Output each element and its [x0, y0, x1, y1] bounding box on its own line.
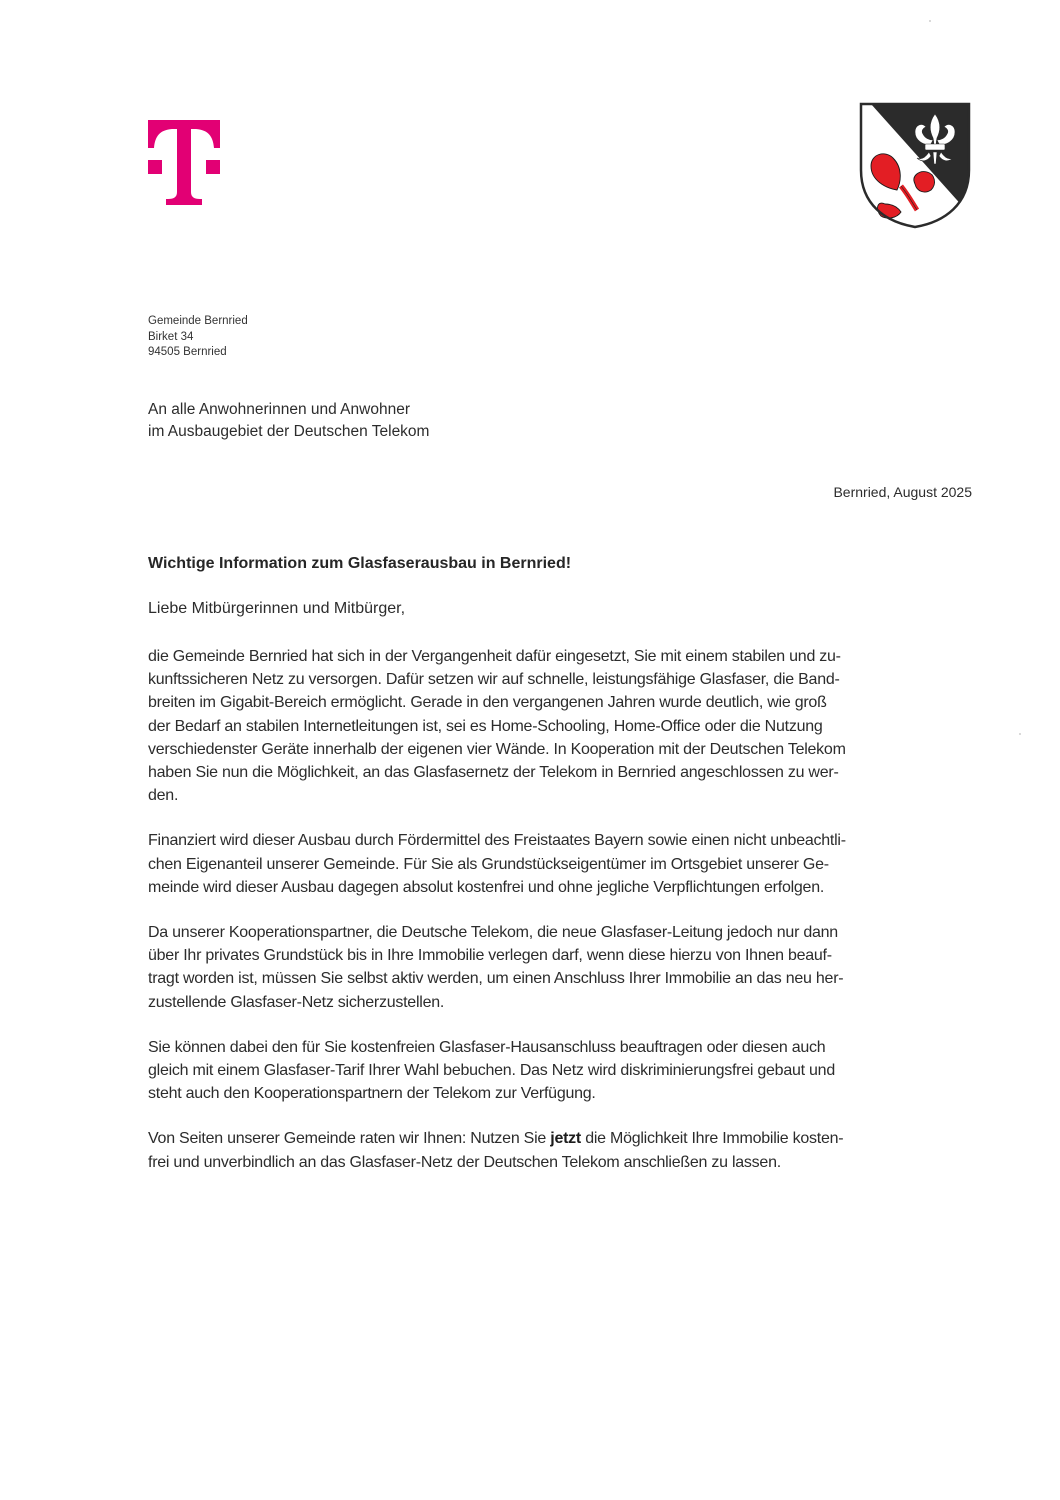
- emphasis-jetzt: jetzt: [550, 1130, 581, 1148]
- paragraph-line: steht auch den Kooperationspartnern der Telekom zur Verfügung.: [148, 1085, 596, 1103]
- paragraph-line: die Gemeinde Bernried hat sich in der Vergangenheit dafür eingesetzt, Sie mit einem stabilen und zu-: [148, 648, 841, 665]
- paragraph-line: gleich mit einem Glasfaser-Tarif Ihrer Wahl bebuchen. Das Netz wird diskriminierungsfrei gebaut und: [148, 1062, 835, 1080]
- recipient-line-1: An alle Anwohnerinnen und Anwohner: [148, 401, 410, 418]
- sender-city: 94505 Bernried: [148, 346, 227, 358]
- paragraph-line: haben Sie nun die Möglichkeit, an das Glasfasernetz der Telekom in Bernried angeschlossen zu wer-: [148, 764, 839, 782]
- paragraph-line: frei und unverbindlich an das Glasfaser-Netz der Deutschen Telekom anschließen zu lassen.: [148, 1153, 781, 1171]
- letter-salutation: Liebe Mitbürgerinnen und Mitbürger,: [148, 600, 406, 617]
- paragraph: [148, 829, 978, 899]
- text-segment: die Möglichkeit Ihre Immobilie kosten-: [581, 1130, 844, 1148]
- sender-address: [148, 314, 248, 361]
- paragraph-line: breiten im Gigabit-Bereich ermöglicht. Gerade in den vergangenen Jahren wurde deutlich, wie groß: [148, 694, 827, 712]
- paragraph-line: der Bedarf an stabilen Internetleitungen ist, sei es Home-Schooling, Home-Office oder die Nutzung: [148, 717, 823, 735]
- scan-speck: [929, 20, 931, 22]
- telekom-t-logo-icon: [146, 118, 222, 206]
- paragraph-line: Finanziert wird dieser Ausbau durch Fördermittel des Freistaates Bayern sowie einen nicht unbeachtli-: [148, 832, 846, 850]
- paragraph: [148, 1127, 978, 1173]
- text-segment: Von Seiten unserer Gemeinde raten wir Ihnen: Nutzen Sie: [148, 1130, 551, 1148]
- paragraph-line: verschiedenster Geräte innerhalb der eigenen vier Wände. In Kooperation mit der Deutschen Telekom: [148, 740, 846, 758]
- paragraph: [148, 645, 978, 807]
- recipient-address: [148, 399, 429, 443]
- paragraph-line: zustellende Glasfaser-Netz sicherzustellen.: [148, 993, 445, 1011]
- bernried-coat-of-arms-icon: [857, 100, 973, 230]
- paragraph-line: den.: [148, 787, 179, 805]
- scan-speck: [1019, 733, 1021, 735]
- paragraph-line: Sie können dabei den für Sie kostenfreien Glasfaser-Hausanschluss beauftragen oder diesen auch: [148, 1038, 826, 1056]
- paragraph-line: tragt worden ist, müssen Sie selbst aktiv werden, um einen Anschluss Ihrer Immobilie an das neu her-: [148, 970, 844, 988]
- paragraph-line: Da unserer Kooperationspartner, die Deutsche Telekom, die neue Glasfaser-Leitung jedoch nur dann: [148, 924, 838, 942]
- letter-body: [148, 645, 978, 1196]
- recipient-line-2: im Ausbaugebiet der Deutschen Telekom: [148, 423, 430, 440]
- paragraph: [148, 921, 978, 1014]
- sender-street: Birket 34: [148, 330, 194, 343]
- paragraph-line: kunftssicheren Netz zu versorgen. Dafür setzen wir auf schnelle, leistungsfähige Glasfaser, die Band-: [148, 671, 840, 689]
- paragraph-line: chen Eigenanteil unserer Gemeinde. Für Sie als Grundstückseigentümer im Ortsgebiet unserer Ge-: [148, 855, 829, 873]
- paragraph: [148, 1036, 978, 1106]
- letter-subject: Wichtige Information zum Glasfaserausbau in Bernried!: [148, 555, 572, 572]
- letter-date: Bernried, August 2025: [833, 484, 972, 500]
- sender-name: Gemeinde Bernried: [148, 315, 248, 327]
- paragraph-line: meinde wird dieser Ausbau dagegen absolut kostenfrei und ohne jegliche Verpflichtungen erfolgen.: [148, 878, 825, 896]
- paragraph-line: über Ihr privates Grundstück bis in Ihre Immobilie verlegen darf, wenn diese hierzu von Ihnen beauf-: [148, 947, 832, 965]
- paragraph-line: [148, 1127, 978, 1150]
